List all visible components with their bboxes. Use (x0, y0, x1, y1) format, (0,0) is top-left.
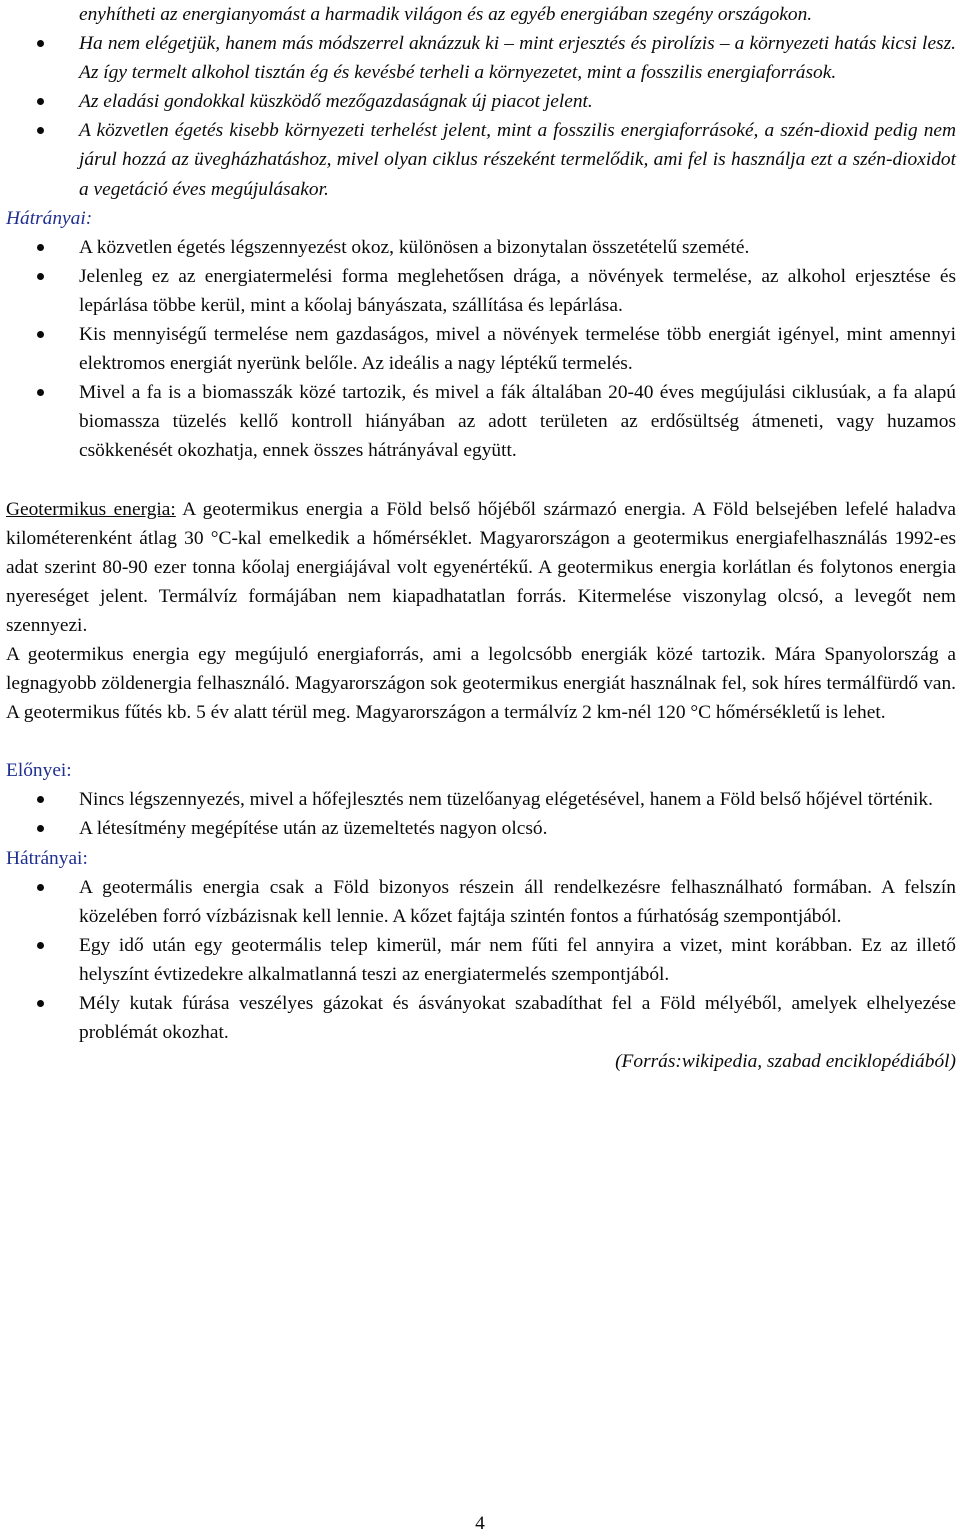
list-item: Egy idő után egy geotermális telep kimerül, már nem fűti fel annyira a vizet, mint korábban. Ez az illető helyszínt évtizedekre alkalmatlanná teszi az energiatermelés szempontjából. (6, 931, 956, 989)
list-item: Mély kutak fúrása veszélyes gázokat és ásványokat szabadíthat fel a Föld mélyéből, amelyek elhelyezése problémát okozhat. (6, 989, 956, 1047)
list-item: A létesítmény megépítése után az üzemeltetés nagyon olcsó. (6, 814, 956, 843)
biomass-disadvantages-list (6, 233, 956, 466)
geothermal-title: Geotermikus energia: (6, 498, 176, 520)
list-item: Nincs légszennyezés, mivel a hőfejlesztés nem tüzelőanyag elégetésével, hanem a Föld belső hőjével történik. (6, 785, 956, 814)
list-item: A geotermális energia csak a Föld bizonyos részein áll rendelkezésre felhasználható formában. A felszín közelében forró vízbázisnak kell lennie. A kőzet fajtája szintén fontos a fúrhatóság szempontjából. (6, 873, 956, 931)
list-item: Jelenleg ez az energiatermelési forma meglehetősen drága, a növények termelése, az alkohol erjesztése és lepárlása többe kerül, mint a kőolaj bányászata, szállítása és lepárlása. (6, 262, 956, 320)
biomass-advantages-list (6, 0, 956, 204)
disadvantages-heading: Hátrányai: (6, 847, 88, 869)
geothermal-disadvantages-list (6, 873, 956, 1048)
geothermal-intro-paragraph (6, 495, 956, 640)
geothermal-advantages-list (6, 785, 956, 843)
list-item: A közvetlen égetés légszennyezést okoz, különösen a bizonytalan összetételű szemété. (6, 233, 956, 262)
list-item: Kis mennyiségű termelése nem gazdaságos, mivel a növények termelése több energiát igényel, mint amennyi elektromos energiát nyerünk belőle. Az ideális a nagy léptékű termelés. (6, 320, 956, 378)
list-item: Mivel a fa is a biomasszák közé tartozik, és mivel a fák általában 20-40 éves megújulási ciklusúak, a fa alapú biomassza tüzelés kellő kontroll hiányában az adott területen az erdősültség átmeneti, vagy huzamos csökkenését okozhatja, ennek összes hátrányával együtt. (6, 378, 956, 465)
geothermal-paragraph: A geotermikus energia egy megújuló energiaforrás, ami a legolcsóbb energiák közé tartozik. Mára Spanyolország a legnagyobb zöldenergia felhasználó. Magyarországon sok geotermikus energiát használnak fel, sok híres termálfürdő van. A geotermikus fűtés kb. 5 év alatt térül meg. Magyarországon a termálvíz 2 km-nél 120 °C hőmérsékletű is lehet. (6, 643, 956, 724)
document-page (6, 0, 956, 1076)
geothermal-intro-text: A geotermikus energia a Föld belső hőjéből származó energia. A Föld belsejében lefelé haladva kilométerenként átlag 30 °C-kal emelkedik a hőmérséklet. Magyarországon a geotermikus energiafelhasználás 1992-es adat szerint 80-90 ezer tonna kőolaj energiájával volt egyenértékű. A geotermikus energia korlátlan és folytonos energia nyereséget jelent. Termálvíz formájában nem kiapadhatatlan forrás. Kitermelése viszonylag olcsó, a levegőt nem szennyezi. (6, 498, 956, 636)
list-item: Az eladási gondokkal küszködő mezőgazdaságnak új piacot jelent. (6, 87, 956, 116)
page-number: 4 (475, 1513, 485, 1534)
list-item: enyhítheti az energianyomást a harmadik világon és az egyéb energiában szegény országokon. (79, 4, 813, 25)
list-item: A közvetlen égetés kisebb környezeti terhelést jelent, mint a fosszilis energiaforrásoké, a szén-dioxid pedig nem járul hozzá az üvegházhatáshoz, mivel olyan ciklus részeként termelődik, ami fel is használja ezt a szén-dioxidot a vegetáció éves megújulásakor. (6, 116, 956, 203)
disadvantages-heading: Hátrányai: (6, 207, 93, 229)
advantages-heading: Előnyei: (6, 760, 72, 782)
source-citation: (Forrás:wikipedia, szabad enciklopédiából) (615, 1051, 956, 1073)
list-item: Ha nem elégetjük, hanem más módszerrel aknázzuk ki – mint erjesztés és pirolízis – a környezeti hatás kicsi lesz. Az így termelt alkohol tisztán ég és kevésbé terheli a környezetet, mint a fosszilis energiaforrások. (6, 29, 956, 87)
